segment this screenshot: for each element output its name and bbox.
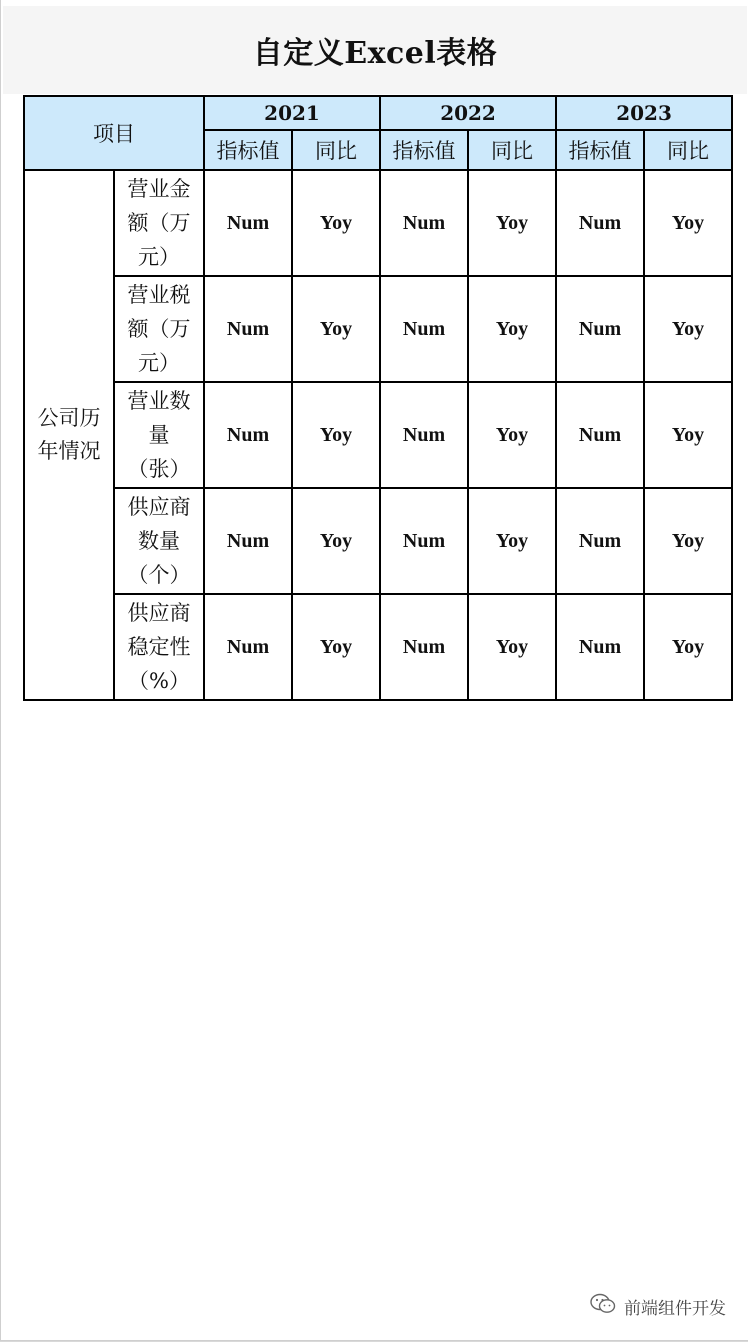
excel-table [23, 95, 733, 701]
cell-2022-yoy[interactable]: Yoy [468, 594, 556, 700]
cell-2021-yoy[interactable]: Yoy [292, 594, 380, 700]
row-label: 供应商稳定性（%） [127, 601, 191, 693]
cell-2023-value[interactable]: Num [556, 382, 644, 488]
table-row [24, 594, 732, 700]
cell-2022-yoy[interactable]: Yoy [468, 488, 556, 594]
cell-2021-yoy[interactable]: Yoy [292, 382, 380, 488]
table-row [24, 276, 732, 382]
sub-header-value[interactable]: 指标值 [380, 130, 468, 170]
cell-2022-yoy[interactable]: Yoy [468, 170, 556, 276]
cell-2021-yoy[interactable]: Yoy [292, 276, 380, 382]
cell-2023-yoy[interactable]: Yoy [644, 170, 732, 276]
year-header-2021[interactable]: 2021 [204, 96, 380, 130]
sub-header-yoy[interactable]: 同比 [644, 130, 732, 170]
cell-2022-yoy[interactable]: Yoy [468, 276, 556, 382]
group-label-cell[interactable] [24, 170, 114, 700]
sub-header-value[interactable]: 指标值 [204, 130, 292, 170]
sub-header-yoy[interactable]: 同比 [468, 130, 556, 170]
cell-2022-yoy[interactable]: Yoy [468, 382, 556, 488]
cell-2023-yoy[interactable]: Yoy [644, 594, 732, 700]
page-title: 自定义Excel表格 [252, 36, 498, 71]
cell-2023-value[interactable]: Num [556, 488, 644, 594]
cell-2023-yoy[interactable]: Yoy [644, 276, 732, 382]
table-row [24, 382, 732, 488]
group-label: 公司历年情况 [37, 406, 101, 463]
cell-2021-value[interactable]: Num [204, 382, 292, 488]
cell-2021-value[interactable]: Num [204, 276, 292, 382]
row-label-cell[interactable] [114, 170, 204, 276]
cell-2021-yoy[interactable]: Yoy [292, 488, 380, 594]
corner-header[interactable]: 项目 [24, 96, 204, 170]
cell-2023-yoy[interactable]: Yoy [644, 488, 732, 594]
row-label-cell[interactable] [114, 594, 204, 700]
cell-2022-value[interactable]: Num [380, 382, 468, 488]
title-bar [3, 6, 747, 94]
cell-2023-value[interactable]: Num [556, 594, 644, 700]
cell-2022-value[interactable]: Num [380, 276, 468, 382]
cell-2023-yoy[interactable]: Yoy [644, 382, 732, 488]
row-label: 营业金额（万元） [127, 177, 191, 269]
watermark-text: 前端组件开发 [624, 1299, 726, 1319]
cell-2021-yoy[interactable]: Yoy [292, 170, 380, 276]
row-label-cell[interactable] [114, 488, 204, 594]
cell-2022-value[interactable]: Num [380, 488, 468, 594]
row-label: 营业数量（张） [127, 389, 191, 481]
sub-header-value[interactable]: 指标值 [556, 130, 644, 170]
header-row-years [24, 96, 732, 130]
cell-2022-value[interactable]: Num [380, 170, 468, 276]
cell-2021-value[interactable]: Num [204, 488, 292, 594]
cell-2022-value[interactable]: Num [380, 594, 468, 700]
table-row [24, 170, 732, 276]
watermark [590, 1293, 726, 1320]
cell-2023-value[interactable]: Num [556, 276, 644, 382]
table-row [24, 488, 732, 594]
row-label-cell[interactable] [114, 276, 204, 382]
year-header-2022[interactable]: 2022 [380, 96, 556, 130]
year-header-2023[interactable]: 2023 [556, 96, 732, 130]
cell-2023-value[interactable]: Num [556, 170, 644, 276]
row-label: 供应商数量（个） [127, 495, 191, 587]
cell-2021-value[interactable]: Num [204, 594, 292, 700]
cell-2021-value[interactable]: Num [204, 170, 292, 276]
row-label-cell[interactable] [114, 382, 204, 488]
sub-header-yoy[interactable]: 同比 [292, 130, 380, 170]
wechat-icon [590, 1293, 616, 1320]
row-label: 营业税额（万元） [127, 283, 191, 375]
